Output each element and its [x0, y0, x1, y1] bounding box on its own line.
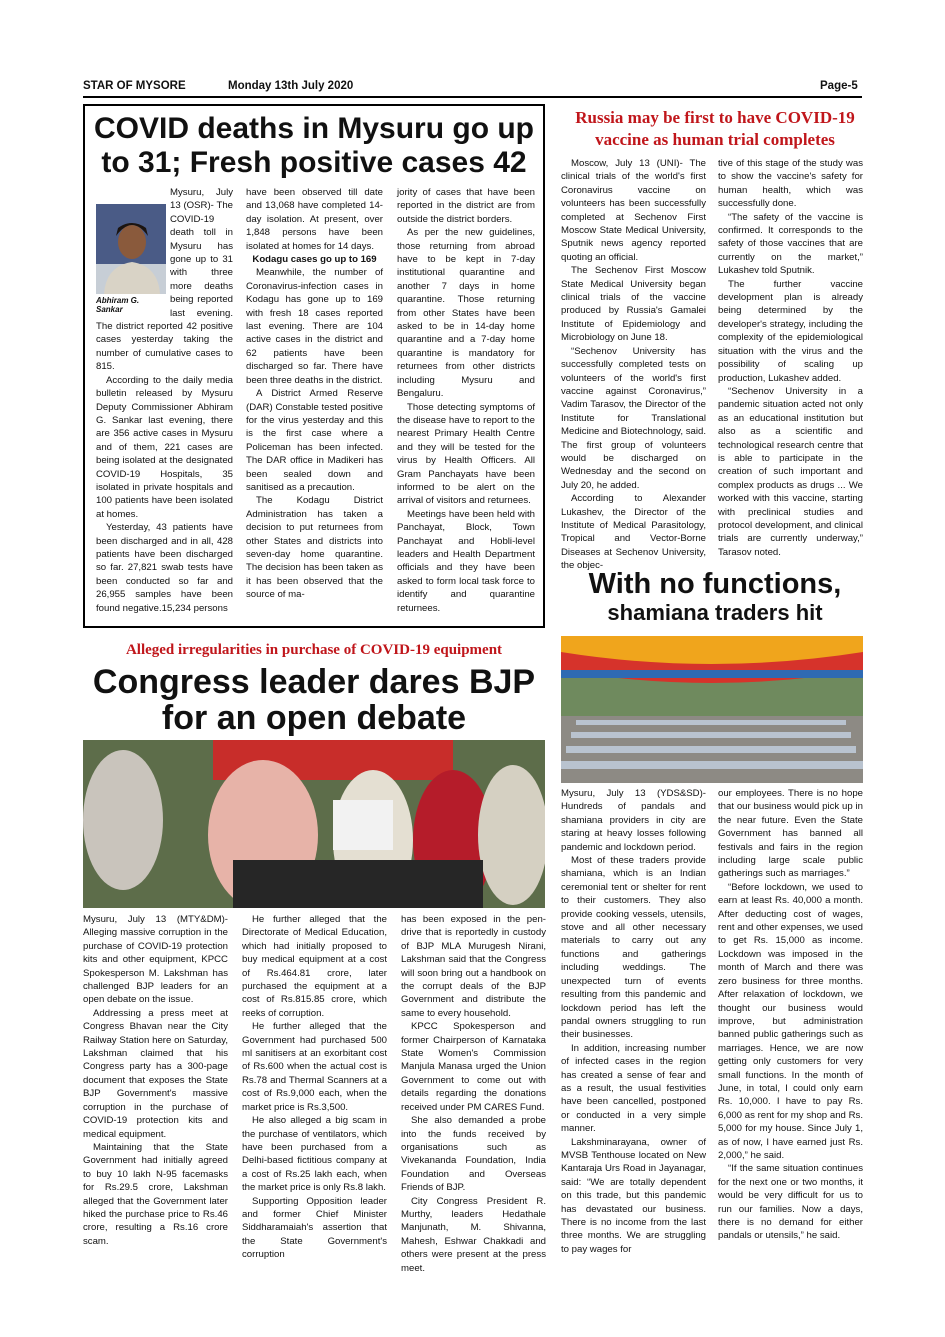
headline-congress-dares-bjp: [83, 664, 545, 736]
paragraph: Lakshminarayana, owner of MVSB Tenthouse located on New Kantaraja Urs Road in Jayanagar, said: “We are totally dependent on this trade, but this pandemic has devastated our business. There is no income from the last three months. We are struggling to pay wages for: [561, 1136, 706, 1255]
paragraph: KPCC Spokesperson and former Chairperson of Karnataka State Women's Commission Manjula Manasa urged the Union Government to come out with details regarding the donations received under PM CARES Fund.: [401, 1021, 546, 1113]
paragraph: Moscow, July 13 (UNI)- The clinical trials of the world's first Coronavirus vaccine on volunteers has been successfully completed at Sechenov First Moscow State Medical University, Sputnik news agency reported quoting an official.: [561, 158, 706, 263]
story2-column-2: [718, 157, 863, 559]
paragraph: According to Alexander Lukashev, the Director of the Institute of Medical Parasitology, Tropical and Vector-Borne Diseases at Sechenov University, the objec-: [561, 493, 706, 572]
paragraph: He further alleged that the Directorate of Medical Education, which had initially proposed to buy medical equipment at a cost of Rs.464.81 crore, later purchased the equipment at a cost of Rs.815.85 crore, which reeks of corruption.: [242, 914, 387, 1019]
paragraph: has been exposed in the pen-drive that is reportedly in custody of BJP MLA Murugesh Nirani, Lakshman said that the Congress will soon bring out a handbook on the corrupt deals of the BJP Government and distribute the same to every household.: [401, 914, 546, 1019]
paragraph: “Sechenov University has successfully completed tests on volunteers of the world's first vaccine against Coronavirus,” Vadim Tarasov, the Director of the Institute for Translational Medicine and Biotechnology, said. The first group of volunteers would be discharged on Wednesday and the second on July 20, he added.: [561, 345, 706, 491]
paragraph: “If the same situation continues for the next one or two months, it would be very difficult for us to run our families. Now a days, there is no demand for either pandals or utensils,” he said.: [718, 1163, 863, 1242]
photo-caption: Abhiram G. Sankar: [96, 296, 140, 314]
headline-shamiana: [556, 568, 874, 626]
story1-column-1: [96, 186, 233, 615]
paragraph: In addition, increasing number of infected cases in the region has created a sense of fear and as a result, the usual festivities have been cancelled, postponed or conducted in a very simple manner.: [561, 1042, 706, 1135]
headline-line-2: shamiana traders hit: [607, 600, 823, 625]
headline-line-2: to 31; Fresh positive cases 42: [101, 146, 527, 179]
story1-column-3: [397, 186, 535, 615]
paragraph: “Sechenov University in a pandemic situation acted not only as an educational institution but also as a scientific and technological research centre that is able to participate in the creation of such important and complex products as drugs ... We worked with this vaccine, starting with preclinical studies and protocol development, and clinical trials are currently underway,” Tarasov noted.: [718, 385, 863, 558]
story3-column-3: [401, 913, 546, 1275]
story4-column-2: [718, 787, 863, 1243]
paragraph: City Congress President R. Murthy, leaders Hedathale Manjunath, M. Shivanna, Mahesh, Eshwar Chakkadi and others were present at the press meet.: [401, 1195, 546, 1274]
paragraph: “The safety of the vaccine is confirmed. It corresponds to the safety of those vaccines that are currently on the market,” Lukashev told Sputnik.: [718, 211, 863, 277]
paragraph: Mysuru, July 13 (MTY&DM)- Alleging massive corruption in the purchase of COVID-19 protection kits and other equipment, KPCC Spokesperson M. Lakshman has challenged BJP leaders for an open debate on the issue.: [83, 914, 228, 1006]
paragraph: The Kodagu District Administration has taken a decision to put returnees from other States and districts into seven-day home quarantine. The decision has been taken as it has been observed that the source of ma-: [246, 495, 383, 601]
headline-line-1: Russia may be first to have COVID-19: [575, 108, 855, 127]
paragraph: our employees. There is no hope that our business would pick up in the near future. Even the State Government has banned all festivals and fairs in the region including large scale public gatherings such as marriages.”: [718, 788, 863, 880]
press-meet-illustration: [83, 740, 545, 908]
story2-column-1: [561, 157, 706, 573]
paragraph: Yesterday, 43 patients have been discharged and in all, 428 patients have been discharged so far. 27,821 swab tests have been conducted so far and 26,955 samples have been found negative.15,234 persons: [96, 522, 233, 614]
subhead-kodagu: Kodagu cases go up to 169: [252, 254, 377, 266]
press-meet-photo: [83, 740, 545, 908]
paragraph: Most of these traders provide shamiana, which is an Indian ceremonial tent or shelter for rent to their customers. They also provide cooking vessels, utensils, stove and all other necessary materials to carry out any functions and gatherings including weddings. The unexpected turn of events resulting from this pandemic and lockdown period has left the pandal owners struggling to run their businesses.: [561, 855, 706, 1041]
headline-line-2: for an open debate: [161, 699, 467, 737]
shamiana-photo: [561, 636, 863, 783]
paragraph: Meanwhile, the number of Coronavirus-infection cases in Kodagu has gone up to 169 with fresh 18 cases reported last evening. There are 104 active cases in the district and 62 patients have been discharged so far. There have been three deaths in the district.: [246, 267, 383, 386]
page-number: Page-5: [820, 80, 858, 92]
paragraph: tive of this stage of the study was to show the vaccine's safety for human health, which was successfully done.: [718, 158, 863, 210]
headline-line-2: vaccine as human trial completes: [595, 130, 835, 149]
headline-line-1: COVID deaths in Mysuru go up: [93, 112, 535, 145]
paragraph: jority of cases that have been reported in the district are from outside the district borders.: [397, 187, 535, 225]
headline-covid-deaths: [85, 112, 543, 180]
story3-column-2: [242, 913, 387, 1262]
paragraph: Maintaining that the State Government had initially agreed to buy 10 lakh N-95 facemasks for Rs.29.5 crore, Lakshman alleged that the Government later hiked the purchase price to Rs.46 crore, resulting a Rs.16 crore scam.: [83, 1141, 228, 1247]
kicker-irregularities: Alleged irregularities in purchase of COVID-19 equipment: [125, 642, 503, 658]
story1-column-2: [246, 186, 383, 602]
headline-line-1: Congress leader dares BJP: [92, 663, 536, 701]
paragraph: “Before lockdown, we used to earn at least Rs. 40,000 a month. After deducting cost of wages, rent and other expenses, we used to get Rs. 15,000 as income. Lockdown was imposed in the month of March and there was zero business for three months. After relaxation of lockdown, we thought our business would improve, but administration banned public gatherings such as marriages. Hence, we are now getting only customers for very small functions. In the month of June, in total, I could only earn Rs. 10,000. I have to pay Rs. 6,000 as rent for my shop and Rs. 5,000 for my house. Since July 1, as of now, I have earned just Rs. 2,000,” he said.: [718, 881, 863, 1161]
photo-float-spacer: [96, 186, 170, 310]
paragraph: Meetings have been held with Panchayat, Block, Town Panchayat and Hobli-level leaders and Health Department officials and they have been asked to form local task force to identify and quarantine returnees.: [397, 508, 535, 614]
headline-russia-vaccine: [556, 107, 874, 151]
paragraph: The Sechenov First Moscow State Medical University began clinical trials of the vaccine produced by Russia's Gamalei Institute of Epidemiology and Microbiology on June 18.: [561, 265, 706, 344]
paragraph: She also demanded a probe into the funds received by organisations such as Vivekananda Foundation, India Foundation and Overseas Friends of BJP.: [401, 1115, 546, 1194]
masthead-rule: [83, 96, 862, 98]
paragraph: The further vaccine development plan is already being determined by the developer's strategy, including the complexity of the epidemiological situation with the virus and the possibility of scaling up production, Lukashev added.: [718, 278, 863, 384]
story4-column-1: [561, 787, 706, 1256]
paragraph: According to the daily media bulletin released by Mysuru Deputy Commissioner Abhiram G. Sankar last evening, there are 356 active cases in Mysuru and of them, 221 cases are being isolated at the designated COVID-19 Hospitals, 35 isolated in private hospitals and 100 patients have been isolated at homes.: [96, 374, 233, 520]
story3-column-1: [83, 913, 228, 1248]
paper-name: STAR OF MYSORE: [83, 80, 186, 92]
paragraph: Those detecting symptoms of the disease have to report to the nearest Primary Health Centre and they will be tested for the virus by Health Officers. All Gram Panchayats have been informed to be alert on the arrival of visitors and returnees.: [397, 401, 535, 507]
paragraph: Mysuru, July 13 (OSR)- The COVID-19 death toll in Mysuru has gone up to 31 with three more deaths being reported last evening. The district reported 42 positive cases yesterday taking the number of cumulative cases to 815.: [96, 187, 233, 373]
paragraph: He also alleged a big scam in the purchase of ventilators, which have been purchased from a Delhi-based fictitious company at a cost of Rs.25 lakh each, when the market price is only Rs.8 lakh.: [242, 1115, 387, 1194]
headline-line-1: With no functions,: [588, 568, 842, 600]
paragraph: Mysuru, July 13 (YDS&SD)- Hundreds of pandals and shamiana providers in city are staring at heavy losses following pandemic and lockdown period.: [561, 788, 706, 853]
shamiana-illustration: [561, 636, 863, 783]
paragraph: Addressing a press meet at Congress Bhavan near the City Railway Station here on Saturday, Lakshman claimed that his Congress party has a 300-page document that exposes the State BJP Government's massive corruption in the purchase of COVID-19 protection kits and medical equipment.: [83, 1007, 228, 1140]
issue-date: Monday 13th July 2020: [228, 80, 354, 92]
paragraph: have been observed till date and 13,068 have completed 14-day isolation. At present, over 1,848 persons have been isolated at homes for 14 days.: [246, 187, 383, 252]
paragraph: A District Armed Reserve (DAR) Constable tested positive for the virus yesterday and this is the first case where a Policeman has been infected. The DAR office in Madikeri has been sealed down and sanitised as a precaution.: [246, 388, 383, 493]
paragraph: Supporting Opposition leader and former Chief Minister Siddharamaiah's assertion that the State Government's corruption: [242, 1195, 387, 1261]
paragraph: He further alleged that the Government had purchased 500 ml sanitisers at an exorbitant cost of Rs.600 when the actual cost is Rs.78 and Thermal Scanners at a cost of Rs.9,000 each, when the market price is Rs.3,500.: [242, 1021, 387, 1113]
paragraph: As per the new guidelines, those returning from abroad have to be kept in 7-day institutional quarantine and another 7 days in home quarantine. Those returning from other States have been asked to be in 14-day home quarantine and a 7-day home quarantine is mandatory for returnees from other districts including Mysuru and Bengaluru.: [397, 227, 535, 400]
